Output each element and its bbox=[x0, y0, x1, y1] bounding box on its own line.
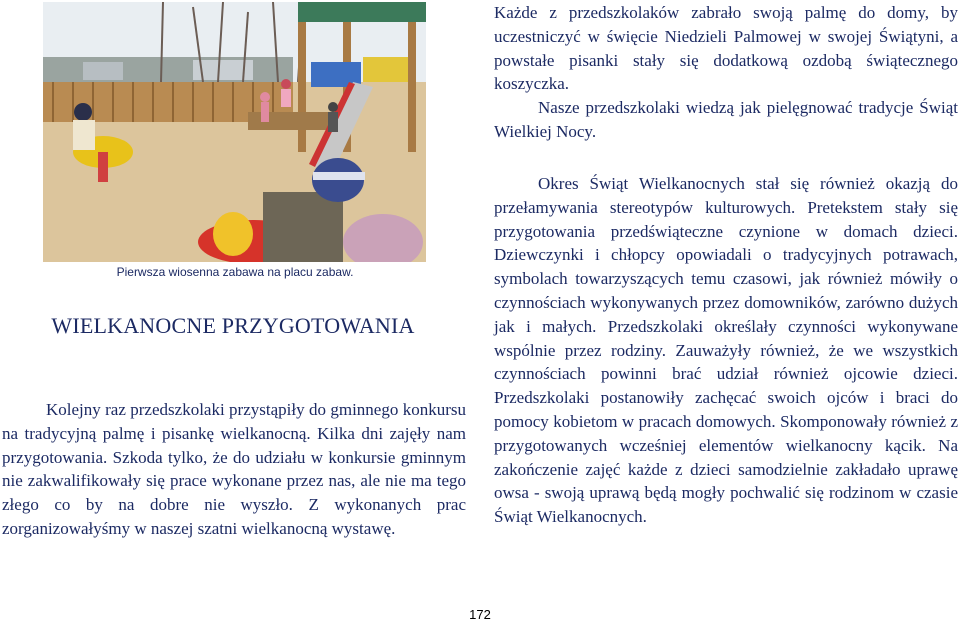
right-column-top bbox=[494, 1, 958, 144]
right-paragraph-1: Każde z przedszkolaków zabrało swoją palmę do domy, by uczestniczyć w święcie Niedzieli Palmowej w swojej Świątyni, a powstałe pisanki stały się dodatkową ozdobą świątecznego koszyczka. bbox=[494, 3, 958, 94]
page-number: 172 bbox=[469, 607, 491, 622]
left-paragraph: Kolejny raz przedszkolaki przystąpiły do gminnego konkursu na tradycyjną palmę i pisankę wielkanocną. Kilka dni zajęły nam przygotowania. Szkoda tylko, że do udziału w konkursie gminnym nie zakwalifikowały się prace wykonane przez nas, ale nie ma tego złego co by na dobre nie wyszło. Z wykonanych prac zorganizowałyśmy w naszej szatni wielkanocną wystawę. bbox=[2, 400, 466, 538]
playground-photo bbox=[43, 2, 426, 262]
right-paragraph-3: Okres Świąt Wielkanocnych stał się również okazją do przełamywania stereotypów kulturowych. Pretekstem stały się przygotowania przedświąteczne czynione w domach dzieci. Dziewczynki i chłopcy opowiadali o tradycyjnych potrawach, symbolach towarzyszących temu czasowi, jak również mówiły o czynnościach wykonywanych przez domowników, zarówno dużych jak i małych. Przedszkolaki określały czynności wykonywane wspólnie przez rodziny. Zauważyły również, że we wszystkich czynnościach powinni brać udział również ojcowie dzieci. Przedszkolaki postanowiły zachęcać swoich ojców i braci do pomocy kobietom w pracach domowych. Skomponowały również z przygotowanych wcześniej elementów wielkanocny kącik. Na zakończenie zajęć każde z dzieci samodzielnie zakładało uprawę owsa - swoją uprawą będą mogły pochwalić się rodzinom w czasie Świąt Wielkanocnych. bbox=[494, 174, 958, 527]
right-column-bottom bbox=[494, 172, 958, 529]
left-column bbox=[2, 398, 466, 541]
right-paragraph-2: Nasze przedszkolaki wiedzą jak pielęgnować tradycje Świąt Wielkiej Nocy. bbox=[494, 98, 958, 141]
section-heading: WIELKANOCNE PRZYGOTOWANIA bbox=[51, 313, 415, 338]
photo-caption: Pierwsza wiosenna zabawa na placu zabaw. bbox=[116, 265, 354, 279]
